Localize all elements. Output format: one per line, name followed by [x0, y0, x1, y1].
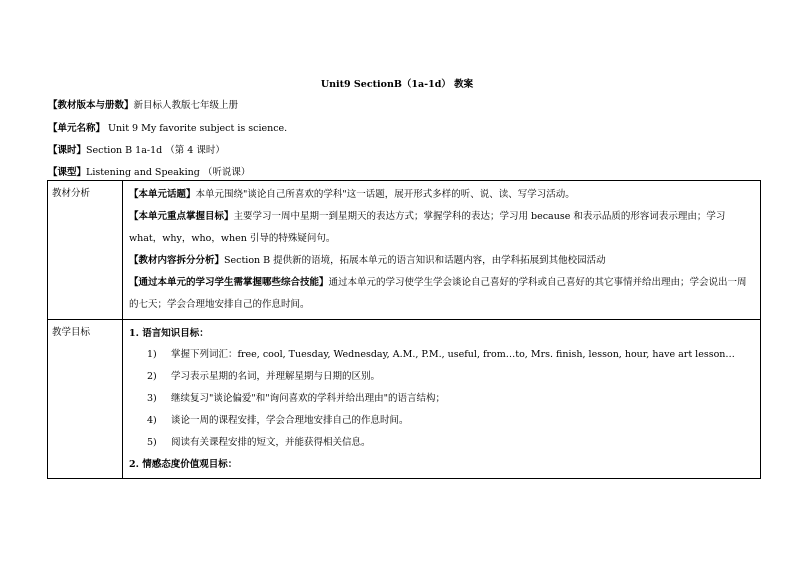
analysis-paragraph — [129, 206, 754, 250]
meta-value: Listening and Speaking （听说课） — [86, 167, 251, 178]
lesson-plan-table — [47, 180, 761, 479]
meta-value: Unit 9 My favorite subject is science. — [105, 123, 288, 134]
meta-unit-name — [48, 120, 287, 134]
item-text: 谈论一周的课程安排，学会合理地安排自己的作息时间。 — [171, 415, 409, 426]
meta-lesson-period — [48, 142, 225, 156]
meta-label: 【教材版本与册数】 — [48, 100, 134, 111]
list-item — [129, 388, 754, 410]
meta-value: Section B 1a-1d （第 4 课时） — [86, 145, 225, 156]
paragraph-text: 通过本单元的学习使学生学会谈论自己喜好的学科或自己喜好的其它事情并给出理由；学会说出一周的七天；学会合理地安排自己的作息时间。 — [129, 277, 747, 310]
row-label-analysis: 教材分析 — [48, 181, 123, 320]
meta-value: 新目标人教版七年级上册 — [133, 100, 239, 111]
meta-label: 【课时】 — [48, 145, 87, 156]
item-text: 阅读有关课程安排的短文，并能获得相关信息。 — [171, 437, 371, 448]
paragraph-heading: 【本单元重点掌握目标】 — [129, 211, 234, 222]
item-number: 2) — [147, 371, 157, 382]
document-title: Unit9 SectionB（1a-1d） 教案 — [320, 79, 474, 90]
meta-label: 【课型】 — [48, 167, 87, 178]
analysis-paragraph — [129, 250, 754, 272]
item-text: 继续复习"谈论偏爱"和"询问喜欢的学科并给出理由"的语言结构； — [171, 393, 445, 404]
meta-lesson-type — [48, 164, 250, 178]
list-item — [129, 410, 754, 432]
paragraph-text: 本单元围绕"谈论自己所喜欢的学科"这一话题，展开形式多样的听、说、读、写学习活动。 — [195, 189, 575, 200]
analysis-paragraph — [129, 272, 754, 316]
row-label-objectives: 教学目标 — [48, 320, 123, 479]
item-number: 5) — [147, 437, 157, 448]
item-number: 4) — [147, 415, 157, 426]
list-item — [129, 366, 754, 388]
language-knowledge-heading: 1. 语言知识目标： — [129, 328, 209, 339]
paragraph-heading: 【通过本单元的学习学生需掌握哪些综合技能】 — [129, 277, 329, 288]
analysis-paragraph — [129, 184, 754, 206]
item-text: 掌握下列词汇：free, cool, Tuesday, Wednesday, A.M., P.M., useful, from…to, Mrs. finish, lesson, hour, have art lesson… — [171, 349, 735, 360]
item-number: 3) — [147, 393, 157, 404]
list-item — [129, 432, 754, 454]
meta-label: 【单元名称】 — [48, 123, 106, 134]
emotional-values-heading: 2. 情感态度价值观目标： — [129, 459, 238, 470]
analysis-content — [123, 181, 761, 320]
list-item — [129, 344, 754, 366]
table-row-objectives — [48, 320, 761, 479]
paragraph-heading: 【本单元话题】 — [129, 189, 196, 200]
meta-textbook-edition — [48, 97, 238, 111]
objectives-content — [123, 320, 761, 479]
paragraph-text: 主要学习一周中星期一到星期天的表达方式；掌握学科的表达；学习用 because 和表示品质的形容词表示理由；学习 what，why，who，when 引导的特殊疑问句。 — [129, 211, 726, 244]
item-number: 1) — [147, 349, 157, 360]
table-row-analysis — [48, 181, 761, 320]
item-text: 学习表示星期的名词，并理解星期与日期的区别。 — [171, 371, 381, 382]
paragraph-text: Section B 提供新的语境，拓展本单元的语言知识和话题内容，由学科拓展到其他校园活动 — [224, 255, 606, 266]
paragraph-heading: 【教材内容拆分分析】 — [129, 255, 225, 266]
